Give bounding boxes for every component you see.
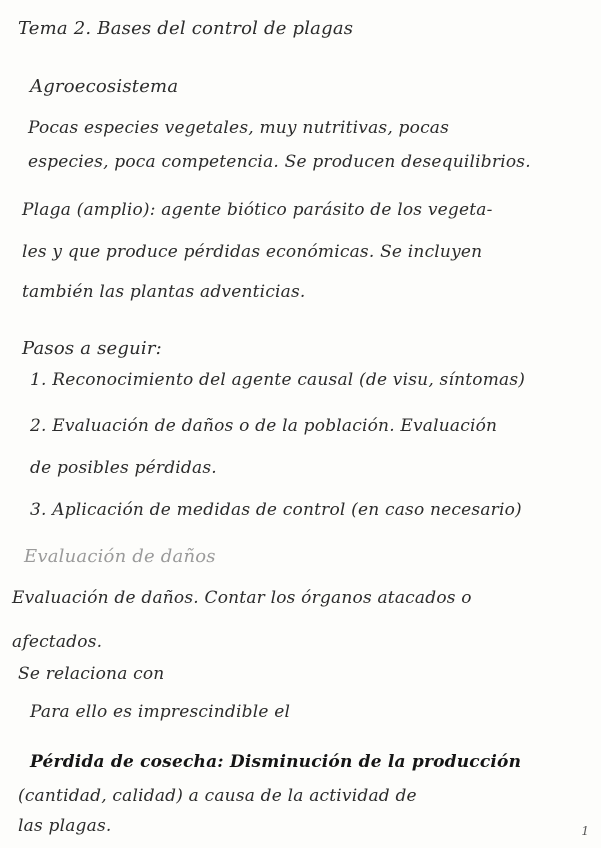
paragraph-line: Plaga (amplio): agente biótico parásito de los vegeta- — [22, 200, 493, 220]
step-item: de posibles pérdidas. — [30, 458, 217, 478]
paragraph-line: Evaluación de daños. Contar los órganos atacados o — [12, 588, 472, 608]
paragraph-line: Para ello es imprescindible el — [30, 702, 291, 722]
paragraph-line: Se relaciona con — [18, 664, 165, 684]
paragraph-line: especies, poca competencia. Se producen desequilibrios. — [28, 152, 531, 172]
step-item: 1. Reconocimiento del agente causal (de visu, síntomas) — [30, 370, 526, 390]
definition-line: (cantidad, calidad) a causa de la actividad de — [18, 786, 417, 806]
step-item: 2. Evaluación de daños o de la población. Evaluación — [30, 416, 498, 436]
section-heading-agroecosistema: Agroecosistema — [30, 76, 179, 97]
page-number: 1 — [581, 824, 589, 838]
definition-line: las plagas. — [18, 816, 112, 836]
steps-heading: Pasos a seguir: — [22, 338, 162, 359]
paragraph-line: también las plantas adventicias. — [22, 282, 306, 302]
page-title: Tema 2. Bases del control de plagas — [18, 18, 354, 39]
definition-line: Pérdida de cosecha: Disminución de la producción — [30, 752, 522, 772]
section-heading-evaluacion: Evaluación de daños — [24, 546, 216, 567]
paragraph-line: les y que produce pérdidas económicas. Se incluyen — [22, 242, 483, 262]
paragraph-line: afectados. — [12, 632, 103, 652]
paragraph-line: Pocas especies vegetales, muy nutritivas, pocas — [28, 118, 450, 138]
step-item: 3. Aplicación de medidas de control (en caso necesario) — [30, 500, 522, 520]
